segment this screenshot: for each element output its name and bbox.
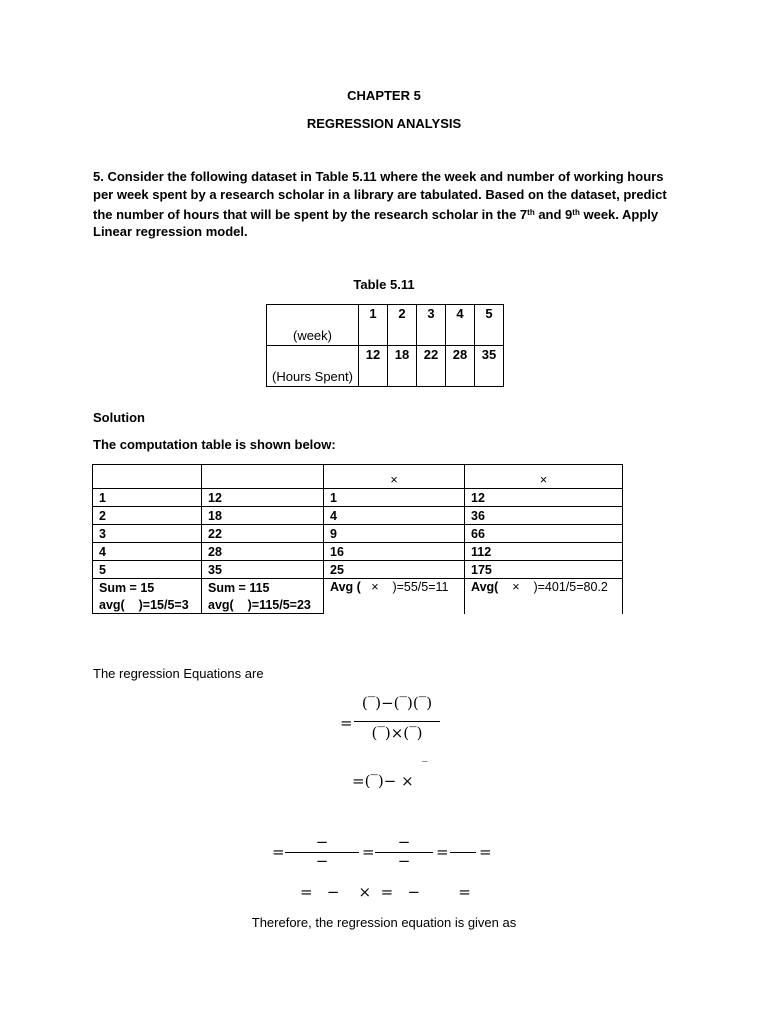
table-cell: 2 [93, 507, 202, 525]
table-row [93, 507, 623, 525]
eq3-den1: − [315, 852, 329, 870]
table-header-row [93, 465, 623, 489]
table-cell: 28 [202, 543, 324, 561]
eq4: = − × = − = [300, 883, 471, 901]
section-title: REGRESSION ANALYSIS [306, 116, 462, 131]
week-label: (week) [267, 305, 359, 346]
eq1-numerator: (‾)−(‾)(‾) [361, 694, 433, 712]
week-row [267, 305, 504, 346]
header-cell: × [324, 465, 465, 489]
eq3-equals: = [272, 843, 285, 861]
table-cell: 36 [465, 507, 623, 525]
table-cell: 112 [465, 543, 623, 561]
eq3-den2: − [397, 852, 411, 870]
week-cell: 3 [417, 305, 446, 346]
table-caption: Table 5.11 [353, 277, 415, 292]
hours-label: (Hours Spent) [267, 346, 359, 387]
hours-cell: 18 [388, 346, 417, 387]
hours-cell: 35 [475, 346, 504, 387]
table-cell: 18 [202, 507, 324, 525]
week-cell: 5 [475, 305, 504, 346]
avg-x-cell: avg( )=15/5=3 [93, 596, 202, 614]
table-cell: 1 [324, 489, 465, 507]
avg-xy-cell: Avg( × )=401/5=80.2 [465, 579, 623, 614]
eq2: =(‾)− × [352, 772, 414, 790]
conclusion-text: Therefore, the regression equation is given as [251, 915, 517, 930]
table-cell: 5 [93, 561, 202, 579]
table-cell: 35 [202, 561, 324, 579]
eq3-num2: − [397, 833, 411, 851]
eq3-equals: = [436, 843, 449, 861]
header-cell [202, 465, 324, 489]
computation-table [92, 464, 623, 614]
table-row [93, 561, 623, 579]
table-cell: 66 [465, 525, 623, 543]
avg-xx-cell: Avg ( × )=55/5=11 [324, 579, 465, 614]
question-text: 5. Consider the following dataset in Table 5.11 where the week and number of working hours per week spent by a research scholar in a library are tabulated. Based on the dataset, predict the number of hours that will be spent by the research scholar in the 7th and 9th week. Apply Linear regression model. [93, 169, 667, 240]
table-cell: 4 [93, 543, 202, 561]
chapter-heading: CHAPTER 5 [347, 88, 421, 103]
eq3-equals: = [362, 843, 375, 861]
table-cell: 4 [324, 507, 465, 525]
computation-caption: The computation table is shown below: [93, 437, 336, 452]
dataset-table [266, 304, 504, 387]
table-row [93, 525, 623, 543]
eq2-bar: ‾ [422, 760, 428, 773]
table-cell: 22 [202, 525, 324, 543]
table-cell: 25 [324, 561, 465, 579]
header-cell [93, 465, 202, 489]
eq1-fraction-bar [354, 721, 440, 722]
week-cell: 2 [388, 305, 417, 346]
eq3-bar3 [450, 852, 476, 853]
table-cell: 12 [202, 489, 324, 507]
hours-row [267, 346, 504, 387]
hours-cell: 22 [417, 346, 446, 387]
header-cell: × [465, 465, 623, 489]
table-cell: 12 [465, 489, 623, 507]
table-cell: 3 [93, 525, 202, 543]
eq3-num1: − [315, 833, 329, 851]
hours-cell: 12 [359, 346, 388, 387]
eq1-denominator: (‾)×(‾) [371, 724, 423, 742]
table-cell: 1 [93, 489, 202, 507]
table-cell: 16 [324, 543, 465, 561]
table-row [93, 489, 623, 507]
week-cell: 1 [359, 305, 388, 346]
sum-row [93, 579, 623, 597]
table-cell: 9 [324, 525, 465, 543]
avg-y-cell: avg( )=115/5=23 [202, 596, 324, 614]
eq1-equals: = [340, 714, 353, 732]
table-row [93, 543, 623, 561]
week-cell: 4 [446, 305, 475, 346]
equations-intro: The regression Equations are [93, 666, 264, 681]
sum-y-cell: Sum = 115 [202, 579, 324, 597]
solution-heading: Solution [93, 410, 145, 425]
hours-cell: 28 [446, 346, 475, 387]
eq3-equals: = [479, 843, 492, 861]
sum-x-cell: Sum = 15 [93, 579, 202, 597]
table-cell: 175 [465, 561, 623, 579]
